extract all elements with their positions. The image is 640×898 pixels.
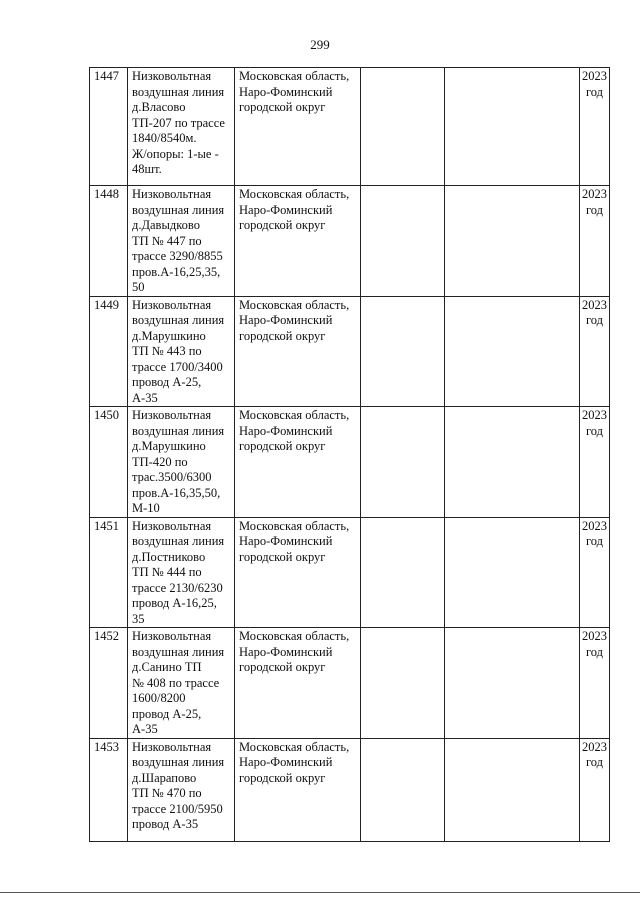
- row-number: 1452: [90, 628, 128, 739]
- row-number: 1451: [90, 517, 128, 628]
- object-location: Московская область, Наро-Фоминский городской округ: [235, 296, 361, 407]
- empty-cell: [361, 517, 445, 628]
- empty-cell: [445, 517, 580, 628]
- row-number: 1453: [90, 738, 128, 841]
- page-number: 299: [310, 37, 330, 52]
- empty-cell: [445, 628, 580, 739]
- row-number: 1448: [90, 186, 128, 297]
- empty-cell: [361, 68, 445, 186]
- object-name: Низковольтная воздушная линия д.Постниково ТП № 444 по трассе 2130/6230 провод А-16,25, 35: [128, 517, 235, 628]
- empty-cell: [445, 296, 580, 407]
- year-cell: 2023 год: [580, 68, 610, 186]
- object-location: Московская область, Наро-Фоминский городской округ: [235, 407, 361, 518]
- object-location: Московская область, Наро-Фоминский городской округ: [235, 186, 361, 297]
- row-number: 1449: [90, 296, 128, 407]
- table-row: [90, 407, 610, 518]
- object-name: Низковольтная воздушная линия д.Марушкино ТП-420 по трас.3500/6300 пров.А-16,35,50, М-10: [128, 407, 235, 518]
- object-location: Московская область, Наро-Фоминский городской округ: [235, 517, 361, 628]
- object-location: Московская область, Наро-Фоминский городской округ: [235, 68, 361, 186]
- empty-cell: [361, 296, 445, 407]
- empty-cell: [445, 186, 580, 297]
- table-row: [90, 296, 610, 407]
- year-cell: 2023 год: [580, 407, 610, 518]
- object-location: Московская область, Наро-Фоминский городской округ: [235, 628, 361, 739]
- table-row: [90, 628, 610, 739]
- registry-table: [89, 67, 610, 842]
- object-name: Низковольтная воздушная линия д.Давыдково ТП № 447 по трассе 3290/8855 пров.А-16,25,35, 50: [128, 186, 235, 297]
- object-name: Низковольтная воздушная линия д.Марушкино ТП № 443 по трассе 1700/3400 провод А-25, А-35: [128, 296, 235, 407]
- scan-edge-line: [0, 892, 640, 893]
- year-cell: 2023 год: [580, 628, 610, 739]
- empty-cell: [361, 186, 445, 297]
- empty-cell: [361, 628, 445, 739]
- empty-cell: [361, 738, 445, 841]
- empty-cell: [445, 738, 580, 841]
- object-name: Низковольтная воздушная линия д.Шарапово ТП № 470 по трассе 2100/5950 провод А-35: [128, 738, 235, 841]
- empty-cell: [445, 407, 580, 518]
- row-number: 1450: [90, 407, 128, 518]
- year-cell: 2023 год: [580, 517, 610, 628]
- year-cell: 2023 год: [580, 738, 610, 841]
- row-number: 1447: [90, 68, 128, 186]
- table-row: [90, 186, 610, 297]
- object-name: Низковольтная воздушная линия д.Санино ТП № 408 по трассе 1600/8200 провод А-25, А-35: [128, 628, 235, 739]
- empty-cell: [445, 68, 580, 186]
- table-row: [90, 68, 610, 186]
- object-location: Московская область, Наро-Фоминский городской округ: [235, 738, 361, 841]
- empty-cell: [361, 407, 445, 518]
- year-cell: 2023 год: [580, 296, 610, 407]
- table-row: [90, 738, 610, 841]
- year-cell: 2023 год: [580, 186, 610, 297]
- object-name: Низковольтная воздушная линия д.Власово ТП-207 по трассе 1840/8540м. Ж/опоры: 1-ые - 48шт.: [128, 68, 235, 186]
- table-row: [90, 517, 610, 628]
